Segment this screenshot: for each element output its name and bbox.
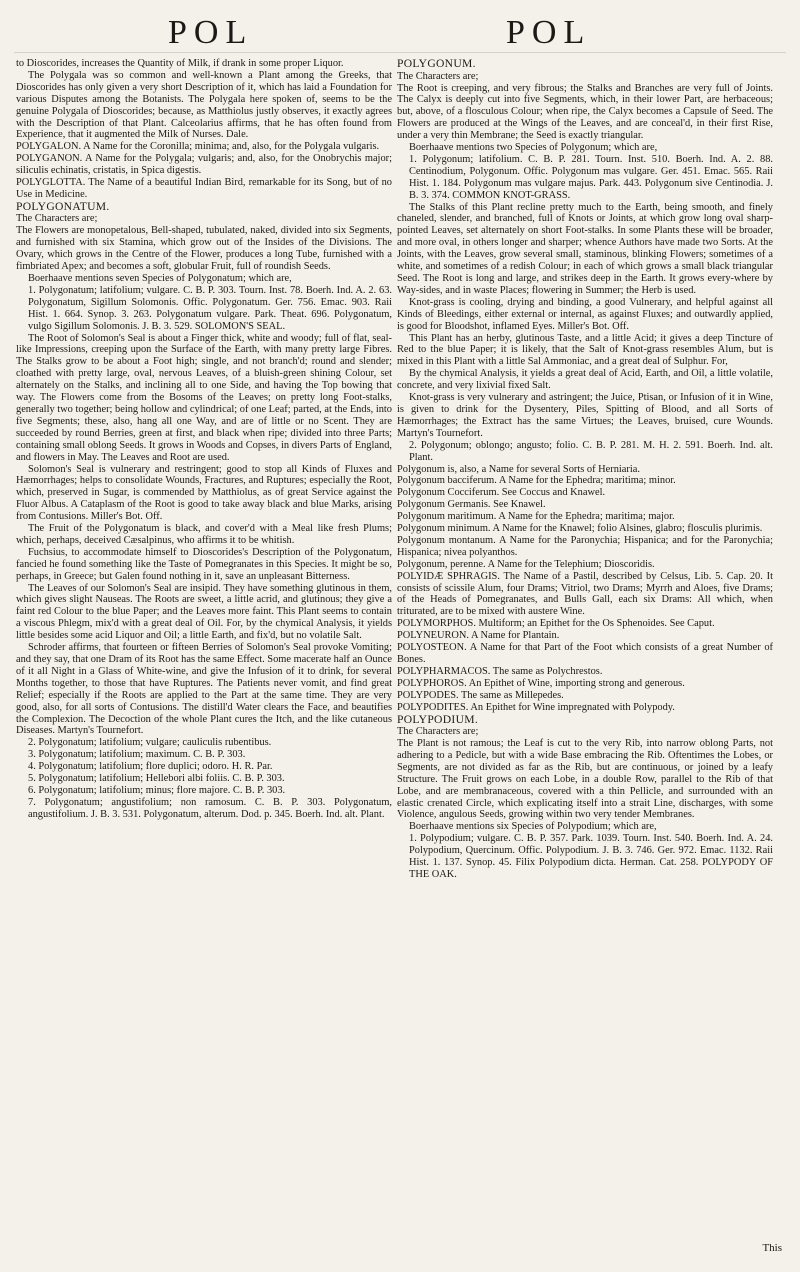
header-left: POL (168, 14, 254, 51)
paragraph: POLYPODES. The same as Millepedes. (397, 689, 564, 701)
paragraph: Solomon's Seal is vulnerary and restringent; good to stop all Kinds of Fluxes and Hæmorrhages; helps to consolidate Wounds, Fractures, and Ruptures; especially the Root, which, preserved in Sugar, is commended by Matthiolus, as of great Service against the Fluor Albus. A Cataplasm of the Root is good to take away black and blue Marks, arising from Contusions. Miller's Bot. Off. (16, 463, 392, 523)
paragraph: 3. Polygonatum; latifolium; maximum. C. B. P. 303. (28, 749, 246, 761)
paragraph: 1. Polygonum; latifolium. C. B. P. 281. Tourn. Inst. 510. Boerh. Ind. A. 2. 88. Centinodium, Polygonum. Offic. Polygonum mas vulgare. Ger. 451. Emac. 565. Raii Hist. 1. 184. Polygonum mas vulgare majus. Park. 443. Polygonum sive Centinodia. J. B. 3. 374. COMMON KNOT-GRASS. (409, 153, 773, 201)
paragraph: Polygonum montanum. A Name for the Paronychia; Hispanica; and for the Paronychia; Hispanica; nivea polyanthos. (397, 534, 773, 558)
paragraph: Knot-grass is cooling, drying and binding, a good Vulnerary, and helpful against all Kinds of Bleedings, either external or internal, as against Fluxes; and outwardly applied, is good for Bloodshot, inflamed Eyes. Miller's Bot. Off. (397, 296, 773, 332)
catchword: This (762, 1242, 782, 1254)
paragraph: Polygonum Germanis. See Knawel. (397, 499, 546, 511)
paragraph: POLYPHOROS. An Epithet of Wine, importing strong and generous. (397, 677, 685, 689)
paragraph: POLYGANON. A Name for the Polygala; vulgaris; and, also, for the Onobrychis major; siliculis echinatis, cristatis, in Spica digestis. (16, 153, 392, 177)
running-header (0, 14, 800, 54)
paragraph: 6. Polygonatum; latifolium; minus; flore majore. C. B. P. 303. (28, 784, 286, 796)
paragraph: POLYOSTEON. A Name for that Part of the Foot which consists of a great Number of Bones. (397, 642, 773, 665)
paragraph: By the chymical Analysis, it yields a great deal of Acid, Earth, and Oil, a little volatile, concrete, and very lixivial fixed Salt. (397, 368, 773, 392)
paragraph: This Plant has an herby, glutinous Taste, and a little Acid; it gives a deep Tincture of Red to the blue Paper; it is likely, that the Salt of Knot-grass resembles Alum, but is mixed in this Plant with a little Sal Ammoniac, and a great deal of Sulphur. For, (397, 332, 773, 368)
paragraph: POLYIDÆ SPHRAGIS. The Name of a Pastil, described by Celsus, Lib. 5. Cap. 20. It consists of scissile Alum, four Drams; Vitriol, two Drams; Myrrh and Aloes, five Drams; of the Heads of Pomegranates, and Bulls Gall, each six Drams: All which, when triturated, are to be mixed with austere Wine. (397, 570, 773, 618)
entry-heading: POLYPODIUM. (397, 712, 479, 726)
paragraph: Boerhaave mentions seven Species of Polygonatum; which are, (28, 273, 292, 284)
paragraph: The Root of Solomon's Seal is about a Finger thick, white and woody; full of flat, seal-like Impressions, creeping upon the Surface of the Earth, with many pretty large Fibres. The Stalks grow to be about a Foot high; single, and not branch'd; round and slender; cloathed with pretty large, oval, nervous Leaves, of a bluish-green shining Colour, set alternately on the Stalks, and inclining all to one Side, and having the Top bowing that way. The Flowers come from the Bosoms of the Leaves; on pretty long Foot-stalks, generally two together; being hollow and cylindrical; of one Leaf; parted, at the Ends, into five Segments; these, also, hang all one Way, and are of little or no Scent. They are succeeded by round Berries, green at first, and black when ripe; divided into three Parts; containing small oblong Seeds. It grows in Woods and Copses, in divers Parts of England, and flowers in May. The Leaves and Root are used. (16, 332, 392, 463)
paragraph: Knot-grass is very vulnerary and astringent; the Juice, Ptisan, or Infusion of it in Wine, is given to drink for the Dysentery, Piles, Spitting of Blood, and all Sorts of Hæmorrhages; the Extract has the same Virtues; the Leaves, bruised, cure Wounds. Martyn's Tournefort. (397, 392, 773, 439)
paragraph: The Leaves of our Solomon's Seal are insipid. They have something glutinous in them, which gives slight Nauseas. The Roots are sweet, a little acrid, and glutinous; they give a faint red Colour to the blue Paper; and the Leaves more faint. This Plant seems to contain a viscous Phlegm, mix'd with a great deal of Oil. For, by the chymical Analysis, it yields little besides some acid Liquor and Oil; a little Earth, and fix'd, but no volatile Salt. (16, 582, 392, 642)
paragraph: 7. Polygonatum; angustifolium; non ramosum. C. B. P. 303. Polygonatum, angustifolium. J. B. 3. 531. Polygonatum, alterum. Dod. p. 345. Boerh. Ind. alt. Plant. (28, 796, 392, 820)
paragraph: to Dioscorides, increases the Quantity of Milk, if drank in some proper Liquor. (16, 58, 344, 69)
paragraph: Polygonum maritimum. A Name for the Ephedra; maritima; major. (397, 511, 675, 523)
paragraph: Boerhaave mentions two Species of Polygonum; which are, (409, 142, 658, 154)
paragraph: Polygonum, perenne. A Name for the Telephium; Dioscoridis. (397, 558, 655, 570)
paragraph: The Plant is not ramous; the Leaf is cut to the very Rib, into narrow oblong Parts, not adhering to a Pedicle, but with a wide Base embracing the Rib. Oftentimes the Lobes, or Segments, are not divided as far as the Rib, but are continuous, or joined by a leafy Structure. The Fruit grows on each Lobe, in a double Row, parallel to the Rib of that Lobe, and are membranaceous, covered with a thin Pellicle, and surrounded with an elastic crenated Circle, which explicating itself into a strait Line, discharges, with some Violence, angulous Seeds, growing within two very tender Membranes. (397, 738, 773, 821)
paragraph: 1. Polygonatum; latifolium; vulgare. C. B. P. 303. Tourn. Inst. 78. Boerh. Ind. A. 2. 63. Polygonatum, Sigillum Solomonis. Offic. Polygonatum. Ger. 756. Emac. 903. Raii Hist. 1. 664. Synop. 3. 263. Polygonatum vulgare. Park. Theat. 696. Polygonatum, vulgo Sigillum Solomonis. J. B. 3. 529. SOLOMON'S SEAL. (28, 284, 392, 332)
paragraph: Polygonum Cocciferum. See Coccus and Knawel. (397, 487, 606, 499)
paragraph: 5. Polygonatum; latifolium; Hellebori albi foliis. C. B. P. 303. (28, 773, 285, 785)
paragraph: The Flowers are monopetalous, Bell-shaped, tubulated, naked, divided into six Segments, and furnished with six Stamina, which grow out of the Insides of the Divisions. The Ovary, which grows in the Centre of the Flower, produces a long Tube, furnished with a fimbriated Apex; and becomes a soft, globular Fruit, full of roundish Seeds. (16, 225, 392, 273)
header-right: POL (506, 14, 592, 51)
paragraph: The Characters are; (16, 213, 98, 225)
paragraph: Polygonum minimum. A Name for the Knawel; folio Alsines, glabro; flosculis plurimis. (397, 523, 763, 535)
entry-heading: POLYGONATUM. (16, 199, 110, 213)
paragraph: POLYGALON. A Name for the Coronilla; minima; and, also, for the Polygala vulgaris. (16, 141, 380, 153)
header-rule (14, 52, 786, 53)
paragraph: 2. Polygonatum; latifolium; vulgare; cauliculis rubentibus. (28, 737, 272, 749)
paragraph: 2. Polygonum; oblongo; angusto; folio. C. B. P. 281. M. H. 2. 591. Boerh. Ind. alt. Plant. (409, 439, 773, 463)
paragraph: 4. Polygonatum; latifolium; flore duplici; odoro. H. R. Par. (28, 761, 273, 773)
paragraph: The Polygala was so common and well-known a Plant among the Greeks, that Dioscorides has only given a very short Description of it, which has laid a Foundation for various Disputes among the Botanists. The Polygala here spoken of, seems to be the genuine Polygala of Dioscorides; because, as Matthiolus justly observes, it exactly agrees with the Description of that Plant. Calceolarius affirms, that he has often found from Experience, that it augmented the Milk of Nurses. Dale. (16, 69, 392, 141)
paragraph: Fuchsius, to accommodate himself to Dioscorides's Description of the Polygonatum, fancied he found something like the Taste of Pomegranates in this Species. It might be so, perhaps, in Greece; but Galen found nothing in it, save an unpleasant Bitterness. (16, 546, 392, 582)
paragraph: POLYPODITES. An Epithet for Wine impregnated with Polypody. (397, 701, 675, 713)
right-column (397, 58, 773, 881)
paragraph: The Characters are; (397, 70, 479, 82)
left-column (16, 58, 392, 821)
paragraph: POLYGLOTTA. The Name of a beautiful Indian Bird, remarkable for its Song, but of no Use in Medicine. (16, 177, 392, 200)
paragraph: The Characters are; (397, 726, 479, 738)
paragraph: Polygonum bacciferum. A Name for the Ephedra; maritima; minor. (397, 475, 676, 487)
paragraph: POLYMORPHOS. Multiform; an Epithet for the Os Sphenoides. See Caput. (397, 618, 715, 630)
paragraph: POLYNEURON. A Name for Plantain. (397, 630, 560, 642)
paragraph: The Fruit of the Polygonatum is black, and cover'd with a Meal like fresh Plums; which, perhaps, deceived Cæsalpinus, who affirms it to be whitish. (16, 523, 392, 546)
paragraph: Schroder affirms, that fourteen or fifteen Berries of Solomon's Seal provoke Vomiting; and they say, that one Dram of its Root has the same Effect. Some macerate half an Ounce of it all Night in a Glass of White-wine, and give the Infusion of it to drink, for several Months together, to those that have Ruptures. The Patients never vomit, and find great Relief; especially if the Roots are applied to the Part at the same time. They are very good, also, for all sorts of Contusions. The distill'd Water clears the Face, and beautifies the Complexion. The Decoction of the whole Plant cures the Itch, and the like cutaneous Diseases. Martyn's Tournefort. (16, 642, 392, 737)
paragraph: The Root is creeping, and very fibrous; the Stalks and Branches are very full of Joints. The Calyx is deeply cut into five Segments, which, in their lower Part, are herbaceous; but, above, of a flosculous Colour; when ripe, the Calyx becomes a Capsule of Seed. The Flowers are produced at the Wings of the Leaves, and are conceal'd, in their first Rise, under a very thin Membrane; the Seed is exactly triangular. (397, 82, 773, 142)
paragraph: POLYPHARMACOS. The same as Polychrestos. (397, 665, 603, 677)
paragraph: The Stalks of this Plant recline pretty much to the Earth, being smooth, and finely chaneled, slender, and branched, full of Knots or Joints, at which grow long oval sharp-pointed Leaves, set alternately on short Foot-stalks. In some Plants these will be broader, and more oval, in others longer and sharper; whence Authors have made two Sorts. At the Joints, with the Leaves, grow several small, staminous, blinking Flowers; sometimes of a white, and sometimes of a redish Colour; in each of which grows a small black triangular Seed. The Root is long and large, and strikes deep in the Earth. It grows every-where by Way-sides, and in waste Places; flowering in Summer; the Herb is used. (397, 201, 773, 296)
entry-heading: POLYGONUM. (397, 57, 476, 70)
paragraph: Polygonum is, also, a Name for several Sorts of Herniaria. (397, 463, 640, 475)
paragraph: 1. Polypodium; vulgare. C. B. P. 357. Park. 1039. Tourn. Inst. 540. Boerh. Ind. A. 24. Polypodium, Quercinum. Offic. Polypodium. J. B. 3. 746. Ger. 972. Emac. 1132. Raii Hist. 1. 137. Synop. 45. Filix Polypodium dicta. Herman. Cat. 258. POLYPODY OF THE OAK. (409, 833, 773, 880)
paragraph: Boerhaave mentions six Species of Polypodium; which are, (409, 821, 657, 833)
